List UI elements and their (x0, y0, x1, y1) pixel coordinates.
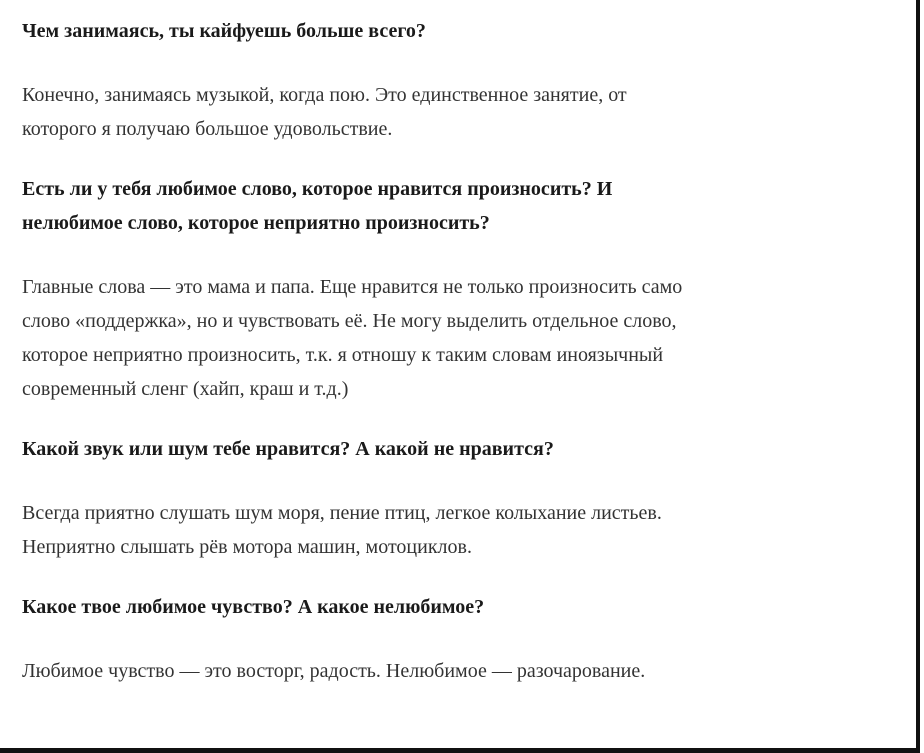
answer-2-line-4: современный сленг (хайп, краш и т.д.) (22, 378, 349, 400)
answer-3-line-2: Неприятно слышать рёв мотора машин, мотоциклов. (22, 536, 472, 558)
answer-4-line-1: Любимое чувство — это восторг, радость. Нелюбимое — разочарование. (22, 660, 646, 682)
question-1-line-1: Чем занимаясь, ты кайфуешь больше всего? (22, 20, 426, 42)
interview-content (22, 14, 902, 714)
answer-2-line-1: Главные слова — это мама и папа. Еще нравится не только произносить само (22, 276, 683, 298)
question-2-line-1: Есть ли у тебя любимое слово, которое нравится произносить? И (22, 178, 613, 200)
question-1 (22, 14, 902, 48)
question-4 (22, 590, 902, 624)
answer-1-line-2: которого я получаю большое удовольствие. (22, 118, 393, 140)
answer-1-line-1: Конечно, занимаясь музыкой, когда пою. Это единственное занятие, от (22, 84, 627, 106)
answer-1 (22, 78, 902, 146)
question-2 (22, 172, 902, 240)
question-3 (22, 432, 902, 466)
question-2-line-2: нелюбимое слово, которое неприятно произносить? (22, 212, 490, 234)
answer-2-line-2: слово «поддержка», но и чувствовать её. Не могу выделить отдельное слово, (22, 310, 677, 332)
answer-4 (22, 654, 902, 688)
answer-3 (22, 496, 902, 564)
question-3-line-1: Какой звук или шум тебе нравится? А какой не нравится? (22, 438, 554, 460)
answer-2 (22, 270, 902, 406)
answer-2-line-3: которое неприятно произносить, т.к. я отношу к таким словам иноязычный (22, 344, 664, 366)
answer-3-line-1: Всегда приятно слушать шум моря, пение птиц, легкое колыхание листьев. (22, 502, 662, 524)
question-4-line-1: Какое твое любимое чувство? А какое нелюбимое? (22, 596, 485, 618)
